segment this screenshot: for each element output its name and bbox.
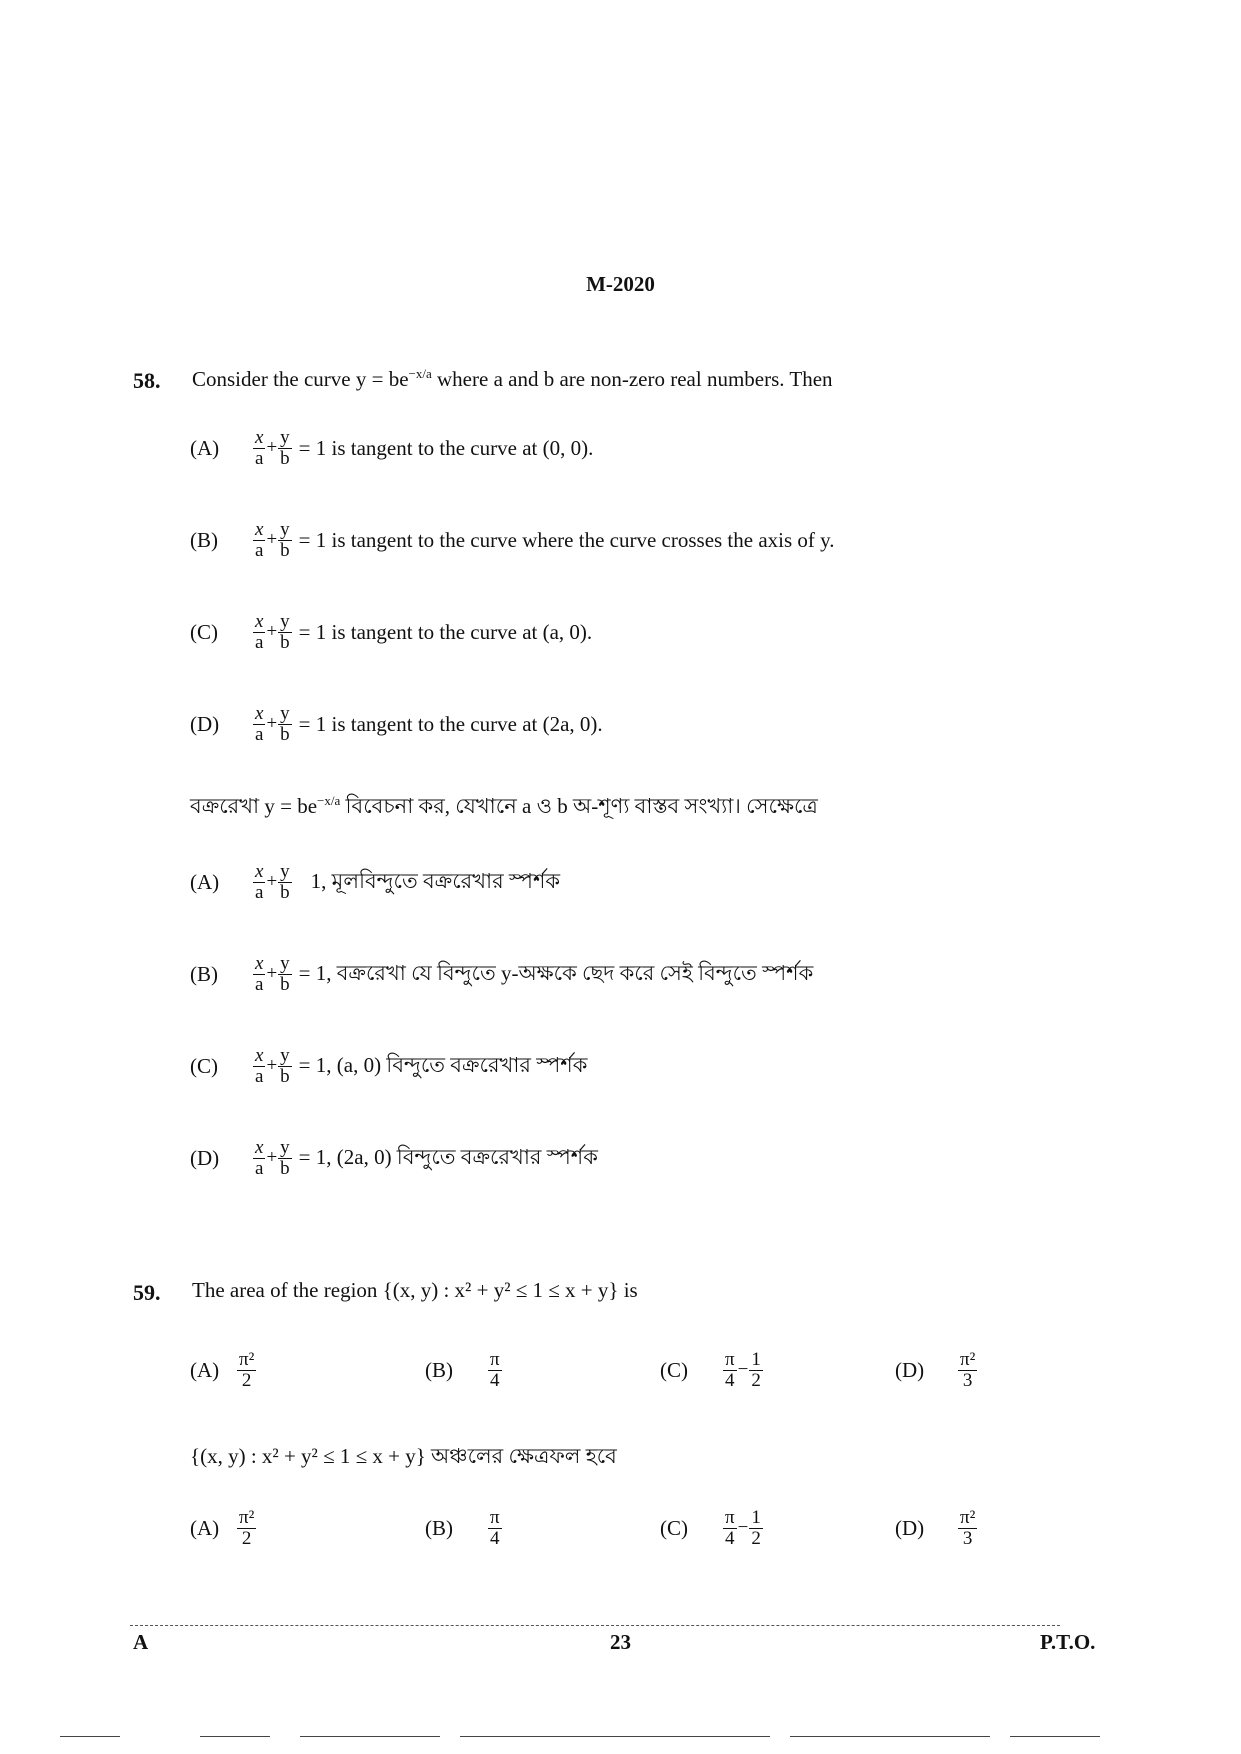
fraction-y-over-b: $\frac{y}{b}$ (280, 1045, 290, 1087)
bottom-scan-line (1010, 1736, 1100, 1737)
q59-bengali-option-a: (A) $\frac{\text{π²}}{2}$ (190, 1507, 255, 1549)
fraction-y-over-b: $\frac{y}{b}$ (280, 427, 290, 469)
q58-option-d: (D) $\frac{x}{a}$ + $\frac{y}{b}$ = 1 is tangent to the curve at (2a, 0). (190, 703, 603, 745)
question-59-stem: The area of the region {(x, y) : x² + y² ≤ 1 ≤ x + y} is (192, 1278, 638, 1302)
fraction-x-over-a: $\frac{x}{a}$ (255, 861, 264, 903)
question-58-number: 58. (133, 368, 161, 393)
fraction-y-over-b: $\frac{y}{b}$ (280, 1137, 290, 1179)
q59-option-a: (A) $\frac{\text{π²}}{2}$ (190, 1349, 255, 1391)
footer-separator (130, 1625, 1060, 1626)
bottom-scan-line (60, 1736, 120, 1737)
fraction-x-over-a: $\frac{x}{a}$ (255, 1137, 264, 1179)
q58-bengali-option-b: (B) $\frac{x}{a}$ + $\frac{y}{b}$ = 1, বক্ররেখা যে বিন্দুতে y-অক্ষকে ছেদ করে সেই বিন্দুতে স্পর্শক (190, 953, 814, 995)
fraction-y-over-b: $\frac{y}{b}$ (280, 953, 290, 995)
fraction-x-over-a: $\frac{x}{a}$ (255, 611, 264, 653)
q59-option-d: (D) $\frac{\text{π²}}{3}$ (895, 1349, 976, 1391)
q58-option-a: (A) $\frac{x}{a}$ + $\frac{y}{b}$ = 1 is tangent to the curve at (0, 0). (190, 427, 594, 469)
q58-bengali-option-a: (A) $\frac{x}{a}$ + $\frac{y}{b}$ 1, মূলবিন্দুতে বক্ররেখার স্পর্শক (190, 861, 561, 903)
q59-bengali-option-c: (C) $\frac{\pi}{4}$ − $\frac{1}{2}$ (660, 1507, 761, 1549)
q58-bengali-option-c: (C) $\frac{x}{a}$ + $\frac{y}{b}$ = 1, (a, 0) বিন্দুতে বক্ররেখার স্পর্শক (190, 1045, 588, 1087)
q58-bengali-option-d: (D) $\frac{x}{a}$ + $\frac{y}{b}$ = 1, (2a, 0) বিন্দুতে বক্ররেখার স্পর্শক (190, 1137, 598, 1179)
bottom-scan-line (460, 1736, 770, 1737)
question-59-stem-bengali: {(x, y) : x² + y² ≤ 1 ≤ x + y} অঞ্চলের ক্ষেত্রফল হবে (190, 1444, 617, 1468)
q59-option-b: (B) $\frac{\pi}{4}$ (425, 1349, 500, 1391)
fraction-x-over-a: $\frac{x}{a}$ (255, 703, 264, 745)
bottom-scan-line (790, 1736, 990, 1737)
question-58-stem: Consider the curve $y = be^{-x/a}$ where a and b are non-zero real numbers. Then (192, 366, 833, 391)
fraction-y-over-b: $\frac{y}{b}$ (280, 611, 290, 653)
q59-option-c: (C) $\frac{\pi}{4}$ − $\frac{1}{2}$ (660, 1349, 761, 1391)
fraction-x-over-a: $\frac{x}{a}$ (255, 1045, 264, 1087)
question-59-number: 59. (133, 1280, 161, 1305)
footer-page-number: 23 (610, 1630, 631, 1654)
fraction-x-over-a: $\frac{x}{a}$ (255, 427, 264, 469)
q58-option-c: (C) $\frac{x}{a}$ + $\frac{y}{b}$ = 1 is tangent to the curve at (a, 0). (190, 611, 593, 653)
fraction-y-over-b: $\frac{y}{b}$ (280, 861, 290, 903)
q58-option-b: (B) $\frac{x}{a}$ + $\frac{y}{b}$ = 1 is tangent to the curve where the curve crosses the axis of y. (190, 519, 835, 561)
question-58-stem-bengali: বক্ররেখা $y = be^{-x/a}$ বিবেচনা কর, যেখানে a ও b অ-শূণ্য বাস্তব সংখ্যা। সেক্ষেত্রে (190, 793, 818, 818)
fraction-x-over-a: $\frac{x}{a}$ (255, 519, 264, 561)
fraction-y-over-b: $\frac{y}{b}$ (280, 519, 290, 561)
bottom-scan-line (200, 1736, 270, 1737)
q59-bengali-option-d: (D) $\frac{\text{π²}}{3}$ (895, 1507, 976, 1549)
bottom-scan-line (300, 1736, 440, 1737)
q59-bengali-option-b: (B) $\frac{\pi}{4}$ (425, 1507, 500, 1549)
page-header-code: M-2020 (586, 272, 655, 296)
fraction-x-over-a: $\frac{x}{a}$ (255, 953, 264, 995)
footer-pto: P.T.O. (1040, 1630, 1096, 1654)
footer-booklet-series: A (133, 1630, 149, 1654)
fraction-y-over-b: $\frac{y}{b}$ (280, 703, 290, 745)
